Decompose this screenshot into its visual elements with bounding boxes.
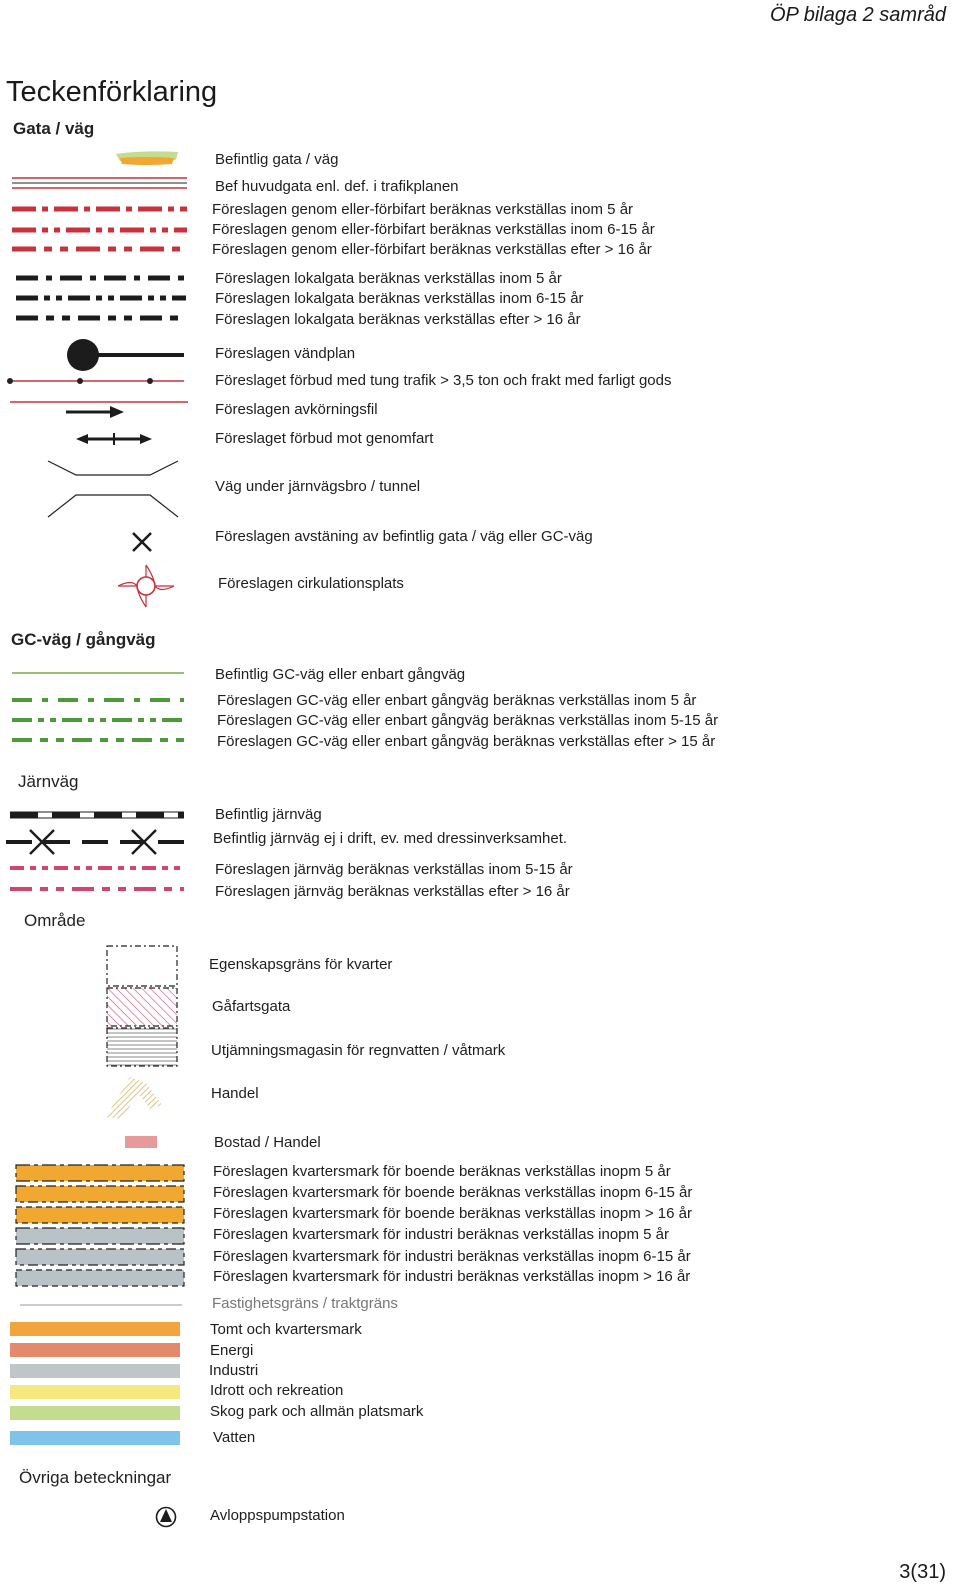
jarnvag-befintlig-symbol	[10, 810, 184, 820]
befintlig-gata-symbol	[112, 148, 184, 168]
legend-label: Föreslagen kvartersmark för industri beräknas verkställas inopm > 16 år	[213, 1268, 691, 1285]
legend-label: Föreslagen GC-väg eller enbart gångväg beräknas verkställas inom 5-15 år	[217, 712, 719, 729]
legend-label: Tomt och kvartersmark	[210, 1321, 362, 1338]
gafartsgata-symbol	[106, 987, 178, 1027]
cirkulationsplats-icon	[116, 563, 176, 609]
legend-label: Föreslaget förbud mot genomfart	[215, 430, 434, 447]
section-heading-ovriga: Övriga beteckningar	[19, 1468, 172, 1487]
legend-label: Föreslagen kvartersmark för industri beräknas verkställas inopm 6-15 år	[213, 1248, 691, 1265]
page-header: ÖP bilaga 2 samråd	[769, 4, 946, 26]
legend-label: Föreslagen cirkulationsplats	[218, 575, 404, 592]
legend-label: Idrott och rekreation	[210, 1382, 344, 1399]
section-heading-jarnvag: Järnväg	[18, 772, 79, 791]
legend-label: Föreslagen avkörningsfil	[215, 401, 378, 418]
forbifart-16-symbol	[12, 245, 187, 253]
legend-label: Föreslagen lokalgata beräknas verkställas inom 5 år	[215, 270, 562, 287]
legend-label: Föreslagen genom eller-förbifart beräknas verkställas inom 6-15 år	[212, 221, 655, 238]
legend-label: Befintlig järnväg ej i drift, ev. med dressinverksamhet.	[213, 830, 568, 847]
legend-label: Avloppspumpstation	[210, 1507, 345, 1524]
legend-label: Föreslagen kvartersmark för industri beräknas verkställas inopm 5 år	[213, 1226, 670, 1243]
page-number: 3(31)	[899, 1561, 946, 1583]
legend-label: Utjämningsmagasin för regnvatten / våtmark	[211, 1042, 506, 1059]
huvudgata-symbol	[12, 176, 187, 190]
kvartersmark-boende-symbols	[14, 1163, 186, 1225]
tung-trafik-symbol	[6, 376, 186, 386]
legend-label: Föreslagen järnväg beräknas verkställas inom 5-15 år	[215, 861, 573, 878]
lokalgata-5-symbol	[16, 274, 186, 282]
bostad-handel-swatch	[125, 1136, 157, 1148]
legend-label: Föreslagen kvartersmark för boende beräknas verkställas inopm > 16 år	[213, 1205, 692, 1222]
jarnvag-ej-i-drift-symbol	[6, 828, 184, 856]
legend-label: Befintlig gata / väg	[215, 151, 339, 168]
jarnvag-16-symbol	[10, 885, 184, 893]
legend-label: Befintlig järnväg	[215, 806, 322, 823]
section-heading-gc: GC-väg / gångväg	[11, 630, 156, 649]
genomfart-forbud-symbol	[74, 431, 154, 447]
jarnvagsbro-tunnel-symbol	[46, 459, 180, 519]
forbifart-6-15-symbol	[12, 226, 187, 234]
legend-label: Befintlig GC-väg eller enbart gångväg	[215, 666, 466, 683]
legend-label: Föreslagen genom eller-förbifart beräknas verkställas inom 5 år	[212, 201, 634, 218]
legend-label: Egenskapsgräns för kvarter	[209, 956, 393, 973]
legend-label: Föreslagen avstäning av befintlig gata / väg eller GC-väg	[215, 528, 593, 545]
avloppspumpstation-icon	[154, 1505, 178, 1529]
legend-label: Föreslagen vändplan	[215, 345, 356, 362]
legend-label: Föreslagen lokalgata beräknas verkställas efter > 16 år	[215, 311, 581, 328]
handel-symbol	[104, 1075, 164, 1121]
utjamningsmagasin-symbol	[106, 1027, 178, 1067]
kvartersmark-industri-symbols	[14, 1226, 186, 1288]
markanvandning-swatches	[10, 1322, 180, 1446]
egenskapsgrans-symbol	[106, 945, 178, 987]
legend-label: Bostad / Handel	[214, 1134, 321, 1151]
legend-label: Väg under järnvägsbro / tunnel	[215, 478, 421, 495]
vandplan-symbol	[66, 338, 186, 372]
section-heading-gata: Gata / väg	[13, 119, 95, 138]
legend-label: Föreslagen kvartersmark för boende beräknas verkställas inopm 5 år	[213, 1163, 671, 1180]
gc-15-symbol	[12, 736, 184, 744]
legend-label: Föreslaget förbud med tung trafik > 3,5 ton och frakt med farligt gods	[215, 372, 672, 389]
legend-label: Bef huvudgata enl. def. i trafikplanen	[215, 178, 459, 195]
legend-label: Föreslagen GC-väg eller enbart gångväg beräknas verkställas efter > 15 år	[217, 733, 716, 750]
legend-label: Handel	[211, 1085, 259, 1102]
avkorningsfil-symbol	[10, 400, 188, 420]
lokalgata-16-symbol	[16, 314, 186, 322]
page-title: Teckenförklaring	[6, 76, 218, 108]
legend-label: Vatten	[213, 1429, 256, 1446]
gc-5-symbol	[12, 696, 184, 704]
legend-label: Föreslagen GC-väg eller enbart gångväg beräknas verkställas inom 5 år	[217, 692, 697, 709]
section-heading-omrade: Område	[24, 911, 86, 930]
lokalgata-6-15-symbol	[16, 294, 186, 302]
gc-befintlig-symbol	[12, 671, 184, 675]
legend-label: Energi	[210, 1342, 254, 1359]
legend-label: Industri	[209, 1362, 259, 1379]
legend-label: Föreslagen järnväg beräknas verkställas efter > 16 år	[215, 883, 570, 900]
forbifart-5-symbol	[12, 205, 187, 213]
legend-label: Föreslagen lokalgata beräknas verkställas inom 6-15 år	[215, 290, 584, 307]
legend-label: Föreslagen genom eller-förbifart beräknas verkställas efter > 16 år	[212, 241, 652, 258]
avstangning-x-icon	[130, 530, 154, 554]
legend-label: Fastighetsgräns / traktgräns	[212, 1295, 398, 1312]
legend-label: Skog park och allmän platsmark	[210, 1403, 424, 1420]
legend-label: Föreslagen kvartersmark för boende beräknas verkställas inopm 6-15 år	[213, 1184, 693, 1201]
gc-5-15-symbol	[12, 716, 184, 724]
fastighetsgrans-symbol	[20, 1303, 182, 1307]
jarnvag-5-15-symbol	[10, 864, 184, 872]
legend-label: Gåfartsgata	[212, 998, 291, 1015]
